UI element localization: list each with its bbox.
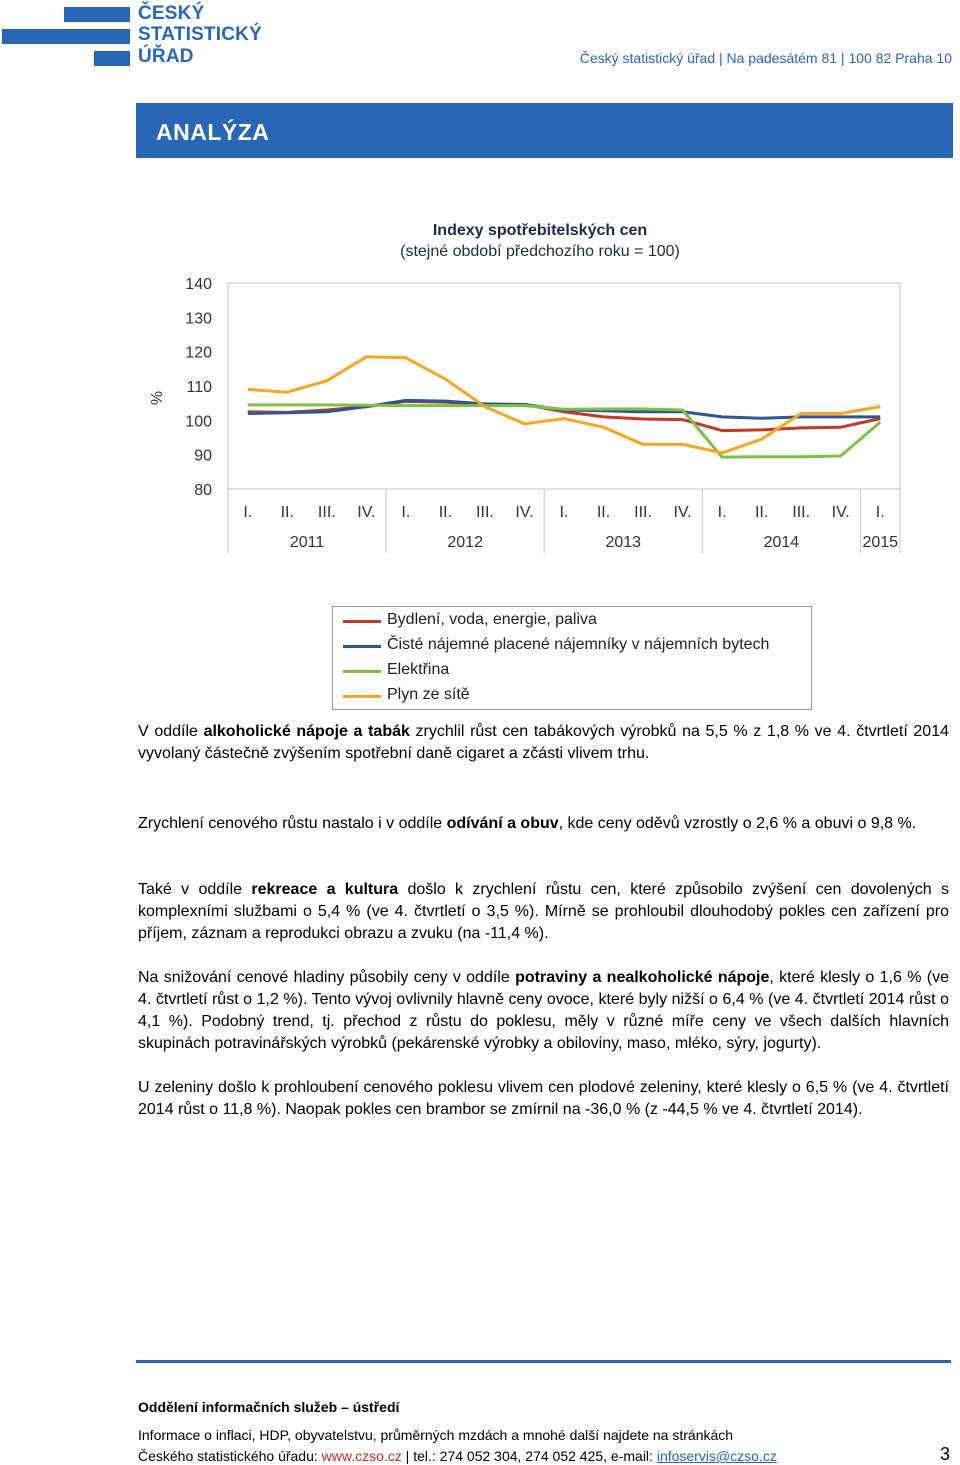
text-run: došlo k zrychlení růstu cen, které způsobilo zvýšení cen dovolených s komplexními službami o 5,4 % (ve 4. čtvrtletí o 3,5 %). Mírně se prohloubil dlouhodobý pokles cen zařízení pro příjem, záznam a reprodukci obrazu a zvuku (na -11,4 %). xyxy=(138,881,950,942)
y-tick-label: 80 xyxy=(194,482,212,499)
x-tick-label: IV. xyxy=(515,504,534,521)
x-tick-label: III. xyxy=(476,504,494,521)
footer-info: Informace o inflaci, HDP, obyvatelstvu, průměrných mzdách a mnohé další najdete na stránkách xyxy=(138,1427,734,1443)
section-banner xyxy=(136,103,953,158)
chart-series xyxy=(248,357,880,457)
year-label: 2012 xyxy=(447,534,483,551)
czso-logo xyxy=(2,4,267,66)
contact-separator: | xyxy=(401,1448,414,1464)
year-label: 2015 xyxy=(862,534,899,551)
legend-swatch xyxy=(343,620,381,623)
x-tick-label: II. xyxy=(280,504,294,521)
legend-swatch xyxy=(343,645,381,648)
year-label: 2011 xyxy=(289,534,325,551)
y-tick-label: 130 xyxy=(185,310,212,328)
y-axis-label: % xyxy=(149,390,166,406)
x-tick-label: II. xyxy=(596,504,611,521)
x-tick-label: IV. xyxy=(357,504,376,521)
footer-divider xyxy=(136,1360,951,1363)
contact-prefix: Českého statistického úřadu: xyxy=(138,1448,322,1464)
x-tick-label: I. xyxy=(401,504,411,521)
legend-label: Bydlení, voda, energie, paliva xyxy=(387,611,597,628)
legend-label: Plyn ze sítě xyxy=(387,686,470,703)
bold-term: odívání a obuv xyxy=(446,815,559,832)
x-axis-ticks xyxy=(243,504,898,551)
legend-swatch xyxy=(343,670,381,673)
x-tick-label: III. xyxy=(792,504,811,521)
x-tick-label: IV. xyxy=(831,504,850,521)
text-run: , které klesly o 1,6 % (ve 4. čtvrtletí růst o 1,2 %). Tento vývoj ovlivnily hlavně ceny ovoce, které byly nižší o 6,4 % (ve 4. čtvrtletí 2014 růst o 4,1 %). Podobný trend, tj. přechod z růstu do poklesu, měly v různé míře ceny ve všech dalších hlavních skupinách potravinářských výrobků (pekárenské výrobky a obiloviny, maso, mléko, sýry, jogurty). xyxy=(138,969,949,1052)
legend-swatch xyxy=(343,695,381,698)
footer-contact xyxy=(138,1448,777,1464)
chart-legend xyxy=(332,606,812,710)
y-tick-label: 140 xyxy=(185,276,212,293)
y-tick-label: 120 xyxy=(185,344,212,362)
text-run: zrychlil růst cen tabákových výrobků na 5,5 % z 1,8 % ve 4. čtvrtletí 2014 vyvolaný částečně zvýšením spotřební daně cigaret a zčásti vlivem trhu. xyxy=(138,723,950,762)
y-tick-label: 90 xyxy=(194,447,212,465)
paragraph-clothing xyxy=(138,813,949,835)
email-link[interactable]: infoservis@czso.cz xyxy=(656,1448,777,1464)
chart-title: Indexy spotřebitelských cen xyxy=(432,222,648,239)
y-axis-ticks xyxy=(185,276,212,499)
website-link[interactable]: www.czso.cz xyxy=(321,1448,402,1464)
bold-term: alkoholické nápoje a tabák xyxy=(203,723,410,740)
paragraph-food xyxy=(138,967,949,1055)
logo-line-2: STATISTICKÝ xyxy=(138,24,262,45)
footer-department: Oddělení informačních služeb – ústředí xyxy=(138,1399,400,1415)
bold-term: rekreace a kultura xyxy=(251,881,399,898)
paragraph-alcohol-tobacco xyxy=(138,721,949,765)
text-run: Na snižování cenové hladiny působily ceny v oddíle xyxy=(138,969,516,986)
paragraph-vegetables xyxy=(138,1077,949,1121)
x-tick-label: II. xyxy=(438,504,453,521)
x-tick-label: III. xyxy=(317,504,336,521)
x-tick-label: IV. xyxy=(673,504,692,521)
section-title: ANALÝZA xyxy=(156,119,270,145)
x-tick-label: I. xyxy=(243,504,253,521)
logo-line-1: ČESKÝ xyxy=(138,3,205,24)
bold-term: potraviny a nealkoholické nápoje xyxy=(515,969,770,986)
text-run: Také v oddíle xyxy=(138,881,252,898)
text-run: , kde ceny oděvů vzrostly o 2,6 % a obuvi o 9,8 %. xyxy=(558,815,917,832)
legend-label: Čisté nájemné placené nájemníky v nájemních bytech xyxy=(387,636,770,653)
text-run: V oddíle xyxy=(138,723,204,740)
x-tick-label: I. xyxy=(875,504,885,521)
year-label: 2013 xyxy=(605,534,642,551)
paragraph-recreation xyxy=(138,879,949,945)
x-tick-label: II. xyxy=(754,504,769,521)
legend-label: Elektřina xyxy=(387,661,450,678)
text-run: Zrychlení cenového růstu nastalo i v oddíle xyxy=(138,815,447,832)
y-tick-label: 100 xyxy=(185,413,212,431)
cpi-line-chart xyxy=(140,265,920,565)
y-tick-label: 110 xyxy=(186,379,212,396)
office-address: Český statistický úřad | Na padesátém 81 | 100 82 Praha 10 xyxy=(579,50,952,66)
x-tick-label: I. xyxy=(717,504,727,521)
contact-phone: tel.: 274 052 304, 274 052 425, e-mail: xyxy=(413,1448,657,1464)
page-number: 3 xyxy=(939,1444,950,1464)
text-run: U zeleniny došlo k prohloubení cenového poklesu vlivem cen plodové zeleniny, které klesly o 6,5 % (ve 4. čtvrtletí 2014 růst o 11,8 %). Naopak pokles cen brambor se zmírnil na -36,0 % (z -44,5 % ve 4. čtvrtletí 2014). xyxy=(138,1079,949,1118)
logo-line-3: ÚŘAD xyxy=(138,46,194,67)
year-label: 2014 xyxy=(763,534,800,551)
x-tick-label: III. xyxy=(634,504,652,521)
chart-subtitle: (stejné období předchozího roku = 100) xyxy=(400,243,680,260)
x-tick-label: I. xyxy=(559,504,569,521)
